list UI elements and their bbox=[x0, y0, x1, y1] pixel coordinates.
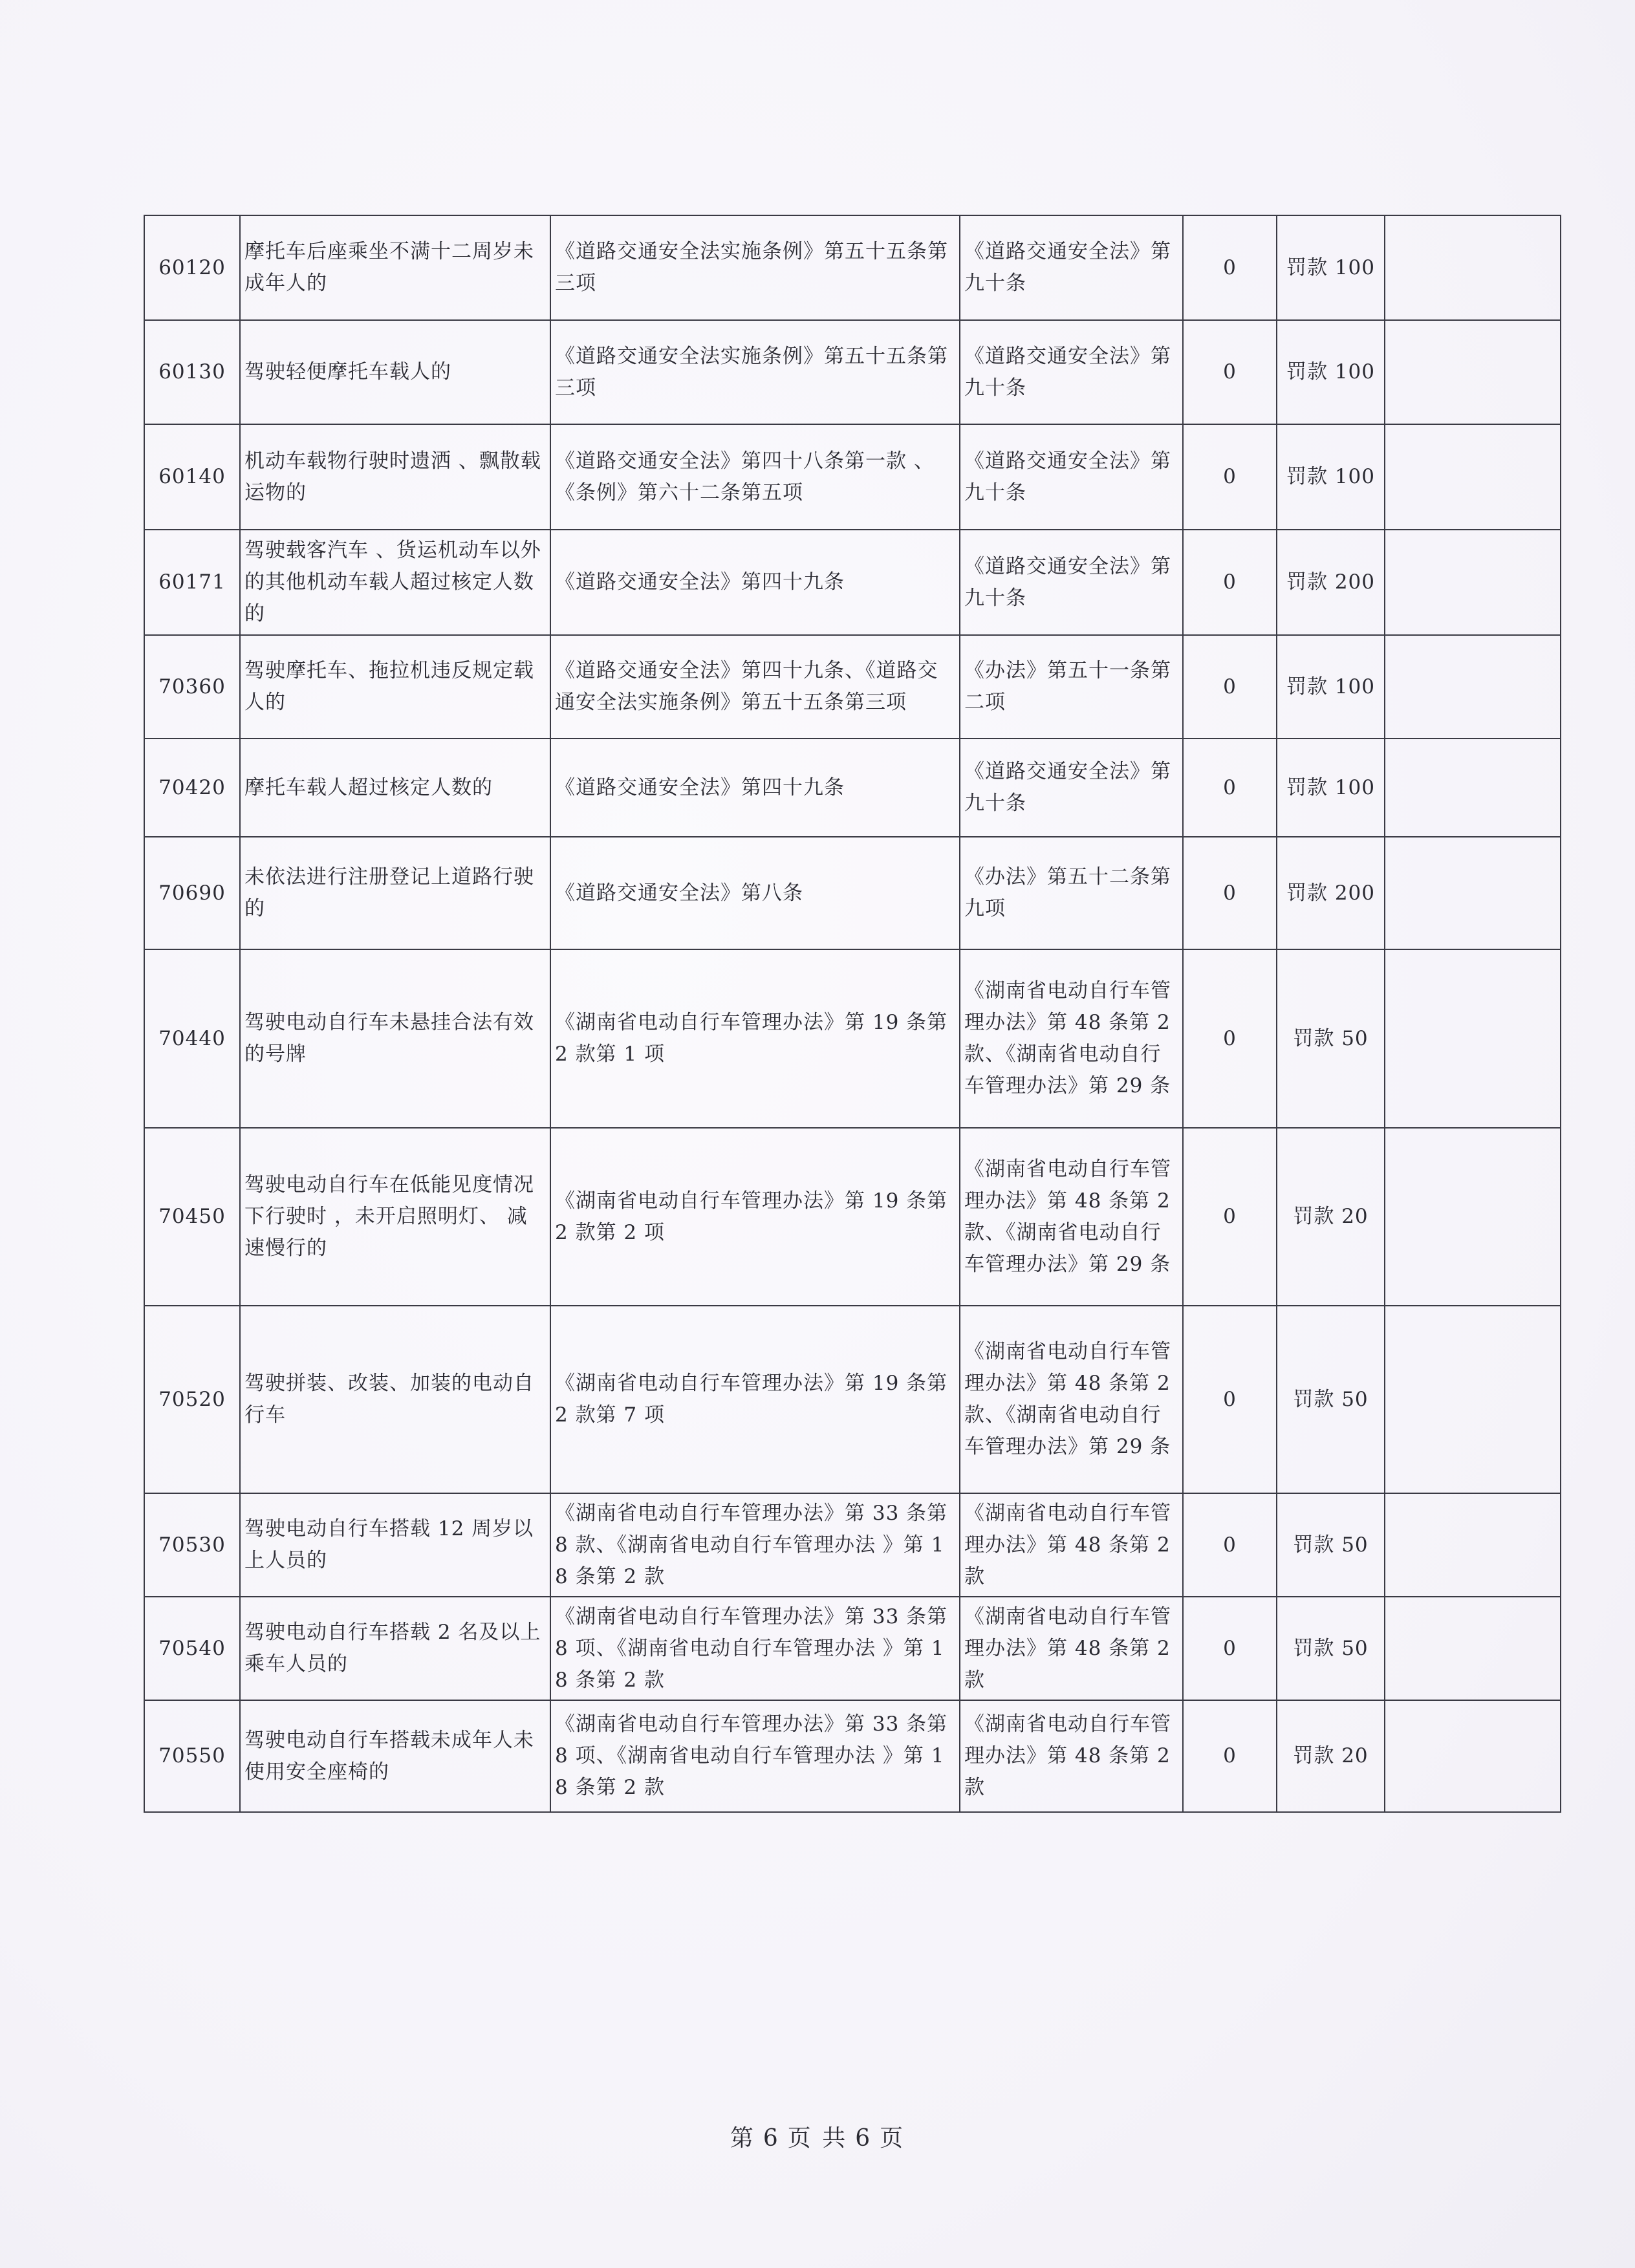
violation-description-cell: 机动车载物行驶时遗洒 、飘散载运物的 bbox=[240, 424, 550, 530]
legal-basis-cell: 《道路交通安全法》第四十八条第一款 、《条例》第六十二条第五项 bbox=[550, 424, 960, 530]
remarks-cell bbox=[1385, 424, 1561, 530]
table-row bbox=[144, 1128, 1561, 1306]
footer-middle: 页 共 bbox=[787, 2125, 848, 2152]
legal-basis-cell: 《道路交通安全法》第四十九条、《道路交通安全法实施条例》第五十五条第三项 bbox=[550, 635, 960, 739]
fine-amount-cell: 罚款 20 bbox=[1277, 1128, 1385, 1306]
demerit-points-cell: 0 bbox=[1183, 739, 1277, 837]
legal-basis-cell: 《湖南省电动自行车管理办法》第 33 条第 8 项、《湖南省电动自行车管理办法 》第 18 条第 2 款 bbox=[550, 1597, 960, 1700]
legal-basis-cell: 《道路交通安全法实施条例》第五十五条第三项 bbox=[550, 215, 960, 320]
penalty-basis-cell: 《湖南省电动自行车管理办法》第 48 条第 2 款、《湖南省电动自行车管理办法》第 29 条 bbox=[960, 949, 1183, 1128]
legal-basis-cell: 《湖南省电动自行车管理办法》第 33 条第 8 项、《湖南省电动自行车管理办法 》第 18 条第 2 款 bbox=[550, 1700, 960, 1812]
legal-basis-cell: 《湖南省电动自行车管理办法》第 19 条第 2 款第 1 项 bbox=[550, 949, 960, 1128]
fine-amount-cell: 罚款 200 bbox=[1277, 530, 1385, 635]
table-row bbox=[144, 837, 1561, 949]
violation-code-cell: 70450 bbox=[144, 1128, 240, 1306]
footer-suffix: 页 bbox=[880, 2125, 905, 2152]
fine-amount-cell: 罚款 100 bbox=[1277, 739, 1385, 837]
demerit-points-cell: 0 bbox=[1183, 949, 1277, 1128]
demerit-points-cell: 0 bbox=[1183, 1597, 1277, 1700]
demerit-points-cell: 0 bbox=[1183, 1128, 1277, 1306]
violation-description-cell: 驾驶摩托车、拖拉机违反规定载人的 bbox=[240, 635, 550, 739]
legal-basis-cell: 《道路交通安全法》第四十九条 bbox=[550, 739, 960, 837]
legal-basis-cell: 《湖南省电动自行车管理办法》第 19 条第 2 款第 2 项 bbox=[550, 1128, 960, 1306]
remarks-cell bbox=[1385, 1128, 1561, 1306]
violation-table bbox=[144, 215, 1561, 1813]
penalty-basis-cell: 《湖南省电动自行车管理办法》第 48 条第 2 款、《湖南省电动自行车管理办法》第 29 条 bbox=[960, 1306, 1183, 1493]
fine-amount-cell: 罚款 100 bbox=[1277, 320, 1385, 424]
table-row bbox=[144, 424, 1561, 530]
penalty-basis-cell: 《道路交通安全法》第九十条 bbox=[960, 320, 1183, 424]
violation-description-cell: 未依法进行注册登记上道路行驶的 bbox=[240, 837, 550, 949]
fine-amount-cell: 罚款 50 bbox=[1277, 1597, 1385, 1700]
violation-description-cell: 驾驶电动自行车在低能见度情况下行驶时 ，未开启照明灯、 减速慢行的 bbox=[240, 1128, 550, 1306]
table-row bbox=[144, 320, 1561, 424]
table-row bbox=[144, 739, 1561, 837]
table-row bbox=[144, 1493, 1561, 1597]
legal-basis-cell: 《湖南省电动自行车管理办法》第 33 条第 8 款、《湖南省电动自行车管理办法 》第 18 条第 2 款 bbox=[550, 1493, 960, 1597]
legal-basis-cell: 《道路交通安全法》第四十九条 bbox=[550, 530, 960, 635]
penalty-basis-cell: 《办法》第五十一条第二项 bbox=[960, 635, 1183, 739]
violation-description-cell: 摩托车后座乘坐不满十二周岁未成年人的 bbox=[240, 215, 550, 320]
violation-description-cell: 驾驶轻便摩托车载人的 bbox=[240, 320, 550, 424]
table-row bbox=[144, 530, 1561, 635]
fine-amount-cell: 罚款 100 bbox=[1277, 215, 1385, 320]
fine-amount-cell: 罚款 50 bbox=[1277, 1306, 1385, 1493]
penalty-basis-cell: 《道路交通安全法》第九十条 bbox=[960, 530, 1183, 635]
violation-description-cell: 摩托车载人超过核定人数的 bbox=[240, 739, 550, 837]
remarks-cell bbox=[1385, 1306, 1561, 1493]
violation-code-cell: 70360 bbox=[144, 635, 240, 739]
table-row bbox=[144, 1597, 1561, 1700]
violation-description-cell: 驾驶电动自行车搭载 2 名及以上乘车人员的 bbox=[240, 1597, 550, 1700]
remarks-cell bbox=[1385, 1700, 1561, 1812]
penalty-basis-cell: 《湖南省电动自行车管理办法》第 48 条第 2 款 bbox=[960, 1493, 1183, 1597]
demerit-points-cell: 0 bbox=[1183, 1700, 1277, 1812]
fine-amount-cell: 罚款 20 bbox=[1277, 1700, 1385, 1812]
demerit-points-cell: 0 bbox=[1183, 635, 1277, 739]
fine-amount-cell: 罚款 100 bbox=[1277, 424, 1385, 530]
demerit-points-cell: 0 bbox=[1183, 320, 1277, 424]
remarks-cell bbox=[1385, 837, 1561, 949]
demerit-points-cell: 0 bbox=[1183, 424, 1277, 530]
penalty-basis-cell: 《湖南省电动自行车管理办法》第 48 条第 2 款、《湖南省电动自行车管理办法》第 29 条 bbox=[960, 1128, 1183, 1306]
penalty-basis-cell: 《办法》第五十二条第九项 bbox=[960, 837, 1183, 949]
demerit-points-cell: 0 bbox=[1183, 215, 1277, 320]
violation-code-cell: 70690 bbox=[144, 837, 240, 949]
table-row bbox=[144, 635, 1561, 739]
remarks-cell bbox=[1385, 320, 1561, 424]
demerit-points-cell: 0 bbox=[1183, 1306, 1277, 1493]
demerit-points-cell: 0 bbox=[1183, 837, 1277, 949]
remarks-cell bbox=[1385, 739, 1561, 837]
table-row bbox=[144, 949, 1561, 1128]
violation-code-cell: 60140 bbox=[144, 424, 240, 530]
demerit-points-cell: 0 bbox=[1183, 530, 1277, 635]
violation-description-cell: 驾驶电动自行车搭载 12 周岁以上人员的 bbox=[240, 1493, 550, 1597]
footer-page-number: 6 bbox=[763, 2125, 780, 2152]
footer-total-pages: 6 bbox=[855, 2125, 872, 2152]
footer-prefix: 第 bbox=[730, 2125, 755, 2152]
violation-code-cell: 70420 bbox=[144, 739, 240, 837]
table-row bbox=[144, 1700, 1561, 1812]
violation-code-cell: 60171 bbox=[144, 530, 240, 635]
penalty-basis-cell: 《湖南省电动自行车管理办法》第 48 条第 2 款 bbox=[960, 1597, 1183, 1700]
legal-basis-cell: 《湖南省电动自行车管理办法》第 19 条第 2 款第 7 项 bbox=[550, 1306, 960, 1493]
demerit-points-cell: 0 bbox=[1183, 1493, 1277, 1597]
legal-basis-cell: 《道路交通安全法实施条例》第五十五条第三项 bbox=[550, 320, 960, 424]
page-footer bbox=[0, 2120, 1635, 2153]
violation-code-cell: 60120 bbox=[144, 215, 240, 320]
table-row bbox=[144, 215, 1561, 320]
remarks-cell bbox=[1385, 530, 1561, 635]
fine-amount-cell: 罚款 50 bbox=[1277, 1493, 1385, 1597]
violation-code-cell: 70520 bbox=[144, 1306, 240, 1493]
violation-description-cell: 驾驶载客汽车 、货运机动车以外的其他机动车载人超过核定人数的 bbox=[240, 530, 550, 635]
penalty-basis-cell: 《道路交通安全法》第九十条 bbox=[960, 424, 1183, 530]
violation-description-cell: 驾驶拼装、改装、加装的电动自行车 bbox=[240, 1306, 550, 1493]
fine-amount-cell: 罚款 200 bbox=[1277, 837, 1385, 949]
remarks-cell bbox=[1385, 949, 1561, 1128]
violation-code-cell: 60130 bbox=[144, 320, 240, 424]
remarks-cell bbox=[1385, 635, 1561, 739]
violation-description-cell: 驾驶电动自行车搭载未成年人未使用安全座椅的 bbox=[240, 1700, 550, 1812]
violation-code-cell: 70540 bbox=[144, 1597, 240, 1700]
fine-amount-cell: 罚款 50 bbox=[1277, 949, 1385, 1128]
violation-description-cell: 驾驶电动自行车未悬挂合法有效的号牌 bbox=[240, 949, 550, 1128]
violation-code-cell: 70440 bbox=[144, 949, 240, 1128]
violation-code-cell: 70530 bbox=[144, 1493, 240, 1597]
penalty-basis-cell: 《湖南省电动自行车管理办法》第 48 条第 2 款 bbox=[960, 1700, 1183, 1812]
remarks-cell bbox=[1385, 1493, 1561, 1597]
remarks-cell bbox=[1385, 215, 1561, 320]
violation-table-body bbox=[144, 215, 1561, 1812]
legal-basis-cell: 《道路交通安全法》第八条 bbox=[550, 837, 960, 949]
violation-code-cell: 70550 bbox=[144, 1700, 240, 1812]
remarks-cell bbox=[1385, 1597, 1561, 1700]
penalty-basis-cell: 《道路交通安全法》第九十条 bbox=[960, 739, 1183, 837]
table-row bbox=[144, 1306, 1561, 1493]
penalty-basis-cell: 《道路交通安全法》第九十条 bbox=[960, 215, 1183, 320]
fine-amount-cell: 罚款 100 bbox=[1277, 635, 1385, 739]
